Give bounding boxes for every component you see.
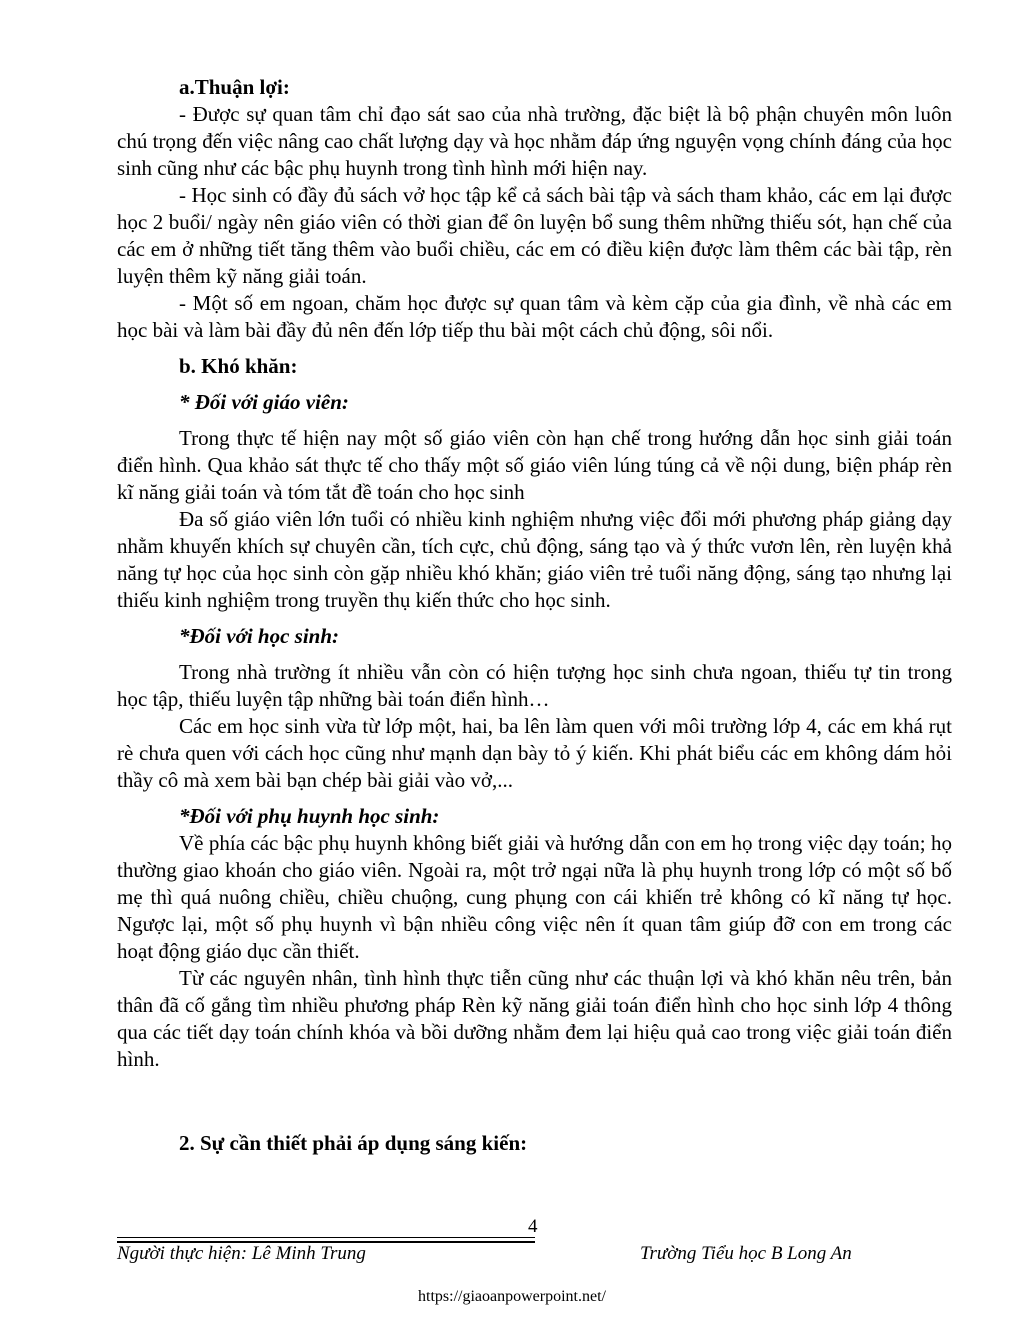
footer-url[interactable]: https://giaoanpowerpoint.net/ [418,1288,606,1305]
page-number: 4 [528,1216,538,1237]
heading-parents: *Đối với phụ huynh học sinh: [179,804,440,828]
heading-section-2: 2. Sự cần thiết phải áp dụng sáng kiến: [179,1131,528,1155]
heading-advantages: a.Thuận lợi: [179,75,290,99]
paragraph-students-1: Trong nhà trường ít nhiều vẫn còn có hiện tượng học sinh chưa ngoan, thiếu tự tin trong học tập, thiếu luyện tập những bài toán điển hình… [117,660,952,711]
heading-students: *Đối với học sinh: [179,624,340,648]
paragraph-parents-1: Về phía các bậc phụ huynh không biết giải và hướng dẫn con em họ trong việc dạy toán; họ thường giao khoán cho giáo viên. Ngoài ra, một trở ngại nữa là phụ huynh trong lớp có một số bố mẹ thì quá nuông chiều, chiều chuộng, cung phụng con cái khiến trẻ không có kĩ năng tự học. Ngược lại, một số phụ huynh vì bận nhiều công việc nên ít quan tâm giúp đỡ con em trong các hoạt động giáo dục cần thiết. [117,831,952,963]
paragraph-teachers-1: Trong thực tế hiện nay một số giáo viên còn hạn chế trong hướng dẫn học sinh giải toán điển hình. Qua khảo sát thực tế cho thấy một số giáo viên lúng túng cả về nội dung, biện pháp rèn kĩ năng giải toán và tóm tắt đề toán cho học sinh [117,426,952,504]
paragraph-advantage-1: - Được sự quan tâm chỉ đạo sát sao của nhà trường, đặc biệt là bộ phận chuyên môn luôn chú trọng đến việc nâng cao chất lượng dạy và học nhằm đáp ứng nguyện vọng chính đáng của học sinh cũng như các bậc phụ huynh trong tình hình mới hiện nay. [117,102,952,180]
paragraph-advantage-2: - Học sinh có đầy đủ sách vở học tập kể cả sách bài tập và sách tham khảo, các em lại được học 2 buổi/ ngày nên giáo viên có thời gian để ôn luyện bổ sung thêm những thiếu sót, hạn chế của các em ở những tiết tăng thêm vào buổi chiều, các em có điều kiện được làm thêm các bài tập, rèn luyện thêm kỹ năng giải toán. [117,183,952,288]
paragraph-students-2: Các em học sinh vừa từ lớp một, hai, ba lên làm quen với môi trường lớp 4, các em khá rụt rè chưa quen với cách học cũng như mạnh dạn bày tỏ ý kiến. Khi phát biểu các em không dám hỏi thầy cô mà xem bài bạn chép bài giải vào vở,... [117,714,952,792]
footer-school: Trường Tiểu học B Long An [640,1243,852,1264]
paragraph-conclusion: Từ các nguyên nhân, tình hình thực tiễn cũng như các thuận lợi và khó khăn nêu trên, bản thân đã cố gắng tìm nhiều phương pháp Rèn kỹ năng giải toán điển hình cho học sinh lớp 4 thông qua các tiết dạy toán chính khóa và bồi dưỡng nhằm đem lại hiệu quả cao trong việc giải toán điển hình. [117,966,952,1071]
paragraph-teachers-2: Đa số giáo viên lớn tuổi có nhiều kinh nghiệm nhưng việc đổi mới phương pháp giảng dạy nhằm khuyến khích sự chuyên cần, tích cực, chủ động, sáng tạo và ý thức vươn lên, rèn luyện khả năng tự học của học sinh còn gặp nhiều khó khăn; giáo viên trẻ tuổi năng động, sáng tạo nhưng lại thiếu kinh nghiệm trong truyền thụ kiến thức cho học sinh. [117,507,952,612]
paragraph-advantage-3: - Một số em ngoan, chăm học được sự quan tâm và kèm cặp của gia đình, về nhà các em học bài và làm bài đầy đủ nên đến lớp tiếp thu bài một cách chủ động, sôi nổi. [117,291,952,342]
heading-teachers: * Đối với giáo viên: [179,390,349,414]
footer-divider-thin [117,1237,535,1238]
footer-author: Người thực hiện: Lê Minh Trung [117,1243,366,1264]
page-content [117,74,952,1157]
heading-difficulties: b. Khó khăn: [179,354,298,378]
